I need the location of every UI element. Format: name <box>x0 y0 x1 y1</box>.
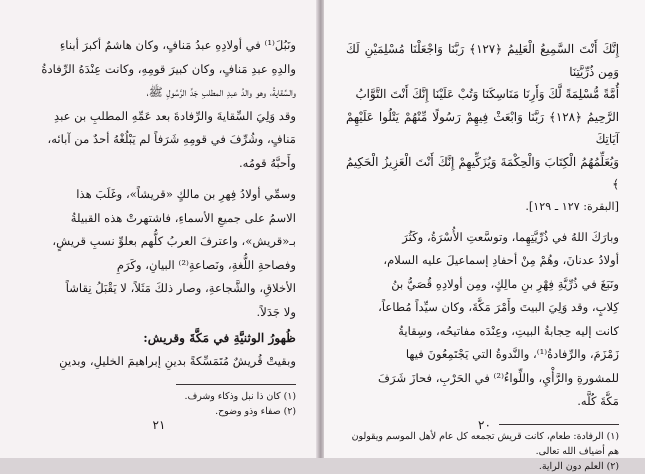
footnote: هم أضياف الله تعالى. <box>535 445 619 457</box>
page-number: ٢٠ <box>478 418 491 432</box>
text-line: الاسمُ على جميعِ الأسماءِ، فاشتهرتْ هذه القبيلةُ <box>70 210 296 225</box>
verse-line: إِنَّكَ أَنْتَ السَّمِيعُ الْعَلِيمُ ﴿١٢٧﴾ رَبَّنَا وَاجْعَلْنَا مُسْلِمَيْنِ لَكَ وَمِن ذُرِّيَّتِنَا <box>346 42 619 79</box>
text-line: بـ«قريش»، واعترفَ العربُ كلُّهم بعلوِّ نسبِ قريشٍ، <box>52 234 296 248</box>
quran-verse <box>346 38 619 218</box>
left-footnotes <box>26 389 296 419</box>
left-body <box>26 34 296 374</box>
paragraph-gap <box>26 175 296 183</box>
footnote: (٢) صفاء وذو وضوح. <box>215 405 296 417</box>
text-line: مَنافٍ، وشُرِّفَ في قومِهِ شَرَفاً لم يَبْلُغْهُ أحدٌ من آبائه، <box>47 132 296 146</box>
right-footnotes <box>346 429 619 474</box>
right-body <box>346 226 619 414</box>
text-line: والسِّقايةُ، وهو والدُ عبدِ المطلبِ جَدِّ الرَّسُولِ ﷺ، <box>146 85 296 99</box>
text-line: ونَبُلَ⁽¹⁾ في أولادِهِ عبدُ مَنافٍ، وكان هاشمٌ أكبرَ أبناءِ <box>59 38 296 52</box>
footnote: (١) الرفادة: طعام، كانت قريش تجمعه كل عام لأهل الموسم ويقولون <box>351 430 619 442</box>
text-line: وسمِّي أولادُ فِهرِ بن مالكٍ «قريشاً»، وغَلَبَ هذا <box>76 187 296 201</box>
text-line: وقد وَلِيَ السِّقايةَ والرِّفادةَ بعد عَمِّهِ المطلبِ بن عبدِ <box>54 108 296 123</box>
verse-line: وَيُعَلِّمُهُمُ الْكِتَابَ وَالْحِكْمَةَ وَيُزَكِّيهِمْ إِنَّكَ أَنْتَ الْعَزِيزُ الْحَكِيمُ ﴾ <box>346 154 619 191</box>
left-page <box>0 0 318 458</box>
text-line: والدِهِ عبدِ مَنافٍ، وكان كبيرَ قومِهِ، وكانت عِنْدَهُ الرِّفادةُ <box>41 61 296 76</box>
text-line: مَكَّةَ كُلَّه. <box>577 394 619 408</box>
page-number: ٢١ <box>152 418 166 432</box>
right-page <box>324 0 645 472</box>
verse-line: الرَّحِيمُ ﴿١٢٨﴾ رَبَّنَا وَابْعَثْ فِيهِمْ رَسُولًا مِّنْهُمْ يَتْلُوا عَلَيْهِمْ آيَاتِكَ <box>346 109 619 146</box>
paragraph-gap <box>346 218 619 226</box>
verse-reference: [البقرة: ١٢٧ ـ ١٢٩]. <box>525 199 619 213</box>
text-line: الأخلاقِ، والشَّجاعةِ، وصار ذلكَ مَثَلاً، لا يَقْبَلُ نِقاشاً <box>65 281 296 295</box>
footnote-divider <box>176 384 296 385</box>
text-line: ولا جَدَلاً. <box>256 304 296 319</box>
text-line: كانت إليه حِجابةُ البيتِ، وعِنْدَه مفاتيحُه، وسِقايةُ <box>398 323 619 338</box>
text-line: وأَحبَّهُ قومُه. <box>238 155 296 170</box>
text-line: وبقيتْ قُريشٌ مُتَمَسِّكةً بدينِ إبراهيمَ الخليلِ، وبدينِ <box>59 354 296 368</box>
footnote: (١) كان ذا نبل وذكاء وشرف. <box>184 390 296 402</box>
text-line: للمشورةِ والرَّأْيِ، واللِّواءُ⁽²⁾ في الحَرْبِ، فحازَ شَرَفَ <box>378 370 619 385</box>
text-line: وبارَكَ اللهُ في ذُرِّيَّتِهِما، وتوسَّعتِ الأُسْرَةُ، وكَثُرَ <box>402 229 619 244</box>
text-line: وفصاحةِ اللُّغةِ، ونَصاعةِ⁽²⁾ البيانِ، وكَرَمِ <box>116 257 296 272</box>
footnote: (٢) العلم دون الراية. <box>538 460 619 472</box>
section-heading: ظُهورُ الوثنيَّةِ في مَكَّةَ وقريش: <box>143 331 296 345</box>
text-line: زَمْزَمَ، والرِّفادةُ⁽¹⁾، والنَّدوةُ التي يَجْتَمِعُونَ فيها <box>405 347 619 361</box>
verse-line: أُمَّةً مُّسْلِمَةً لَّكَ وَأَرِنَا مَنَاسِكَنَا وَتُبْ عَلَيْنَا إِنَّكَ أَنْتَ التَّوَّابُ <box>355 87 619 101</box>
text-line: كِلابٍ، وقد وَلِيَ البيتَ وأَمْرَ مَكَّةَ، وكان سيِّداً مُطاعاً، <box>378 300 619 314</box>
text-line: أولادُ عدنانَ، وهُمْ مِنْ أحفادِ إسماعيلَ عليه السلام، <box>383 253 619 267</box>
text-line: ونَبَغَ في ذُرِّيَّةِ فِهْرِ بنِ مالِكٍ، ومِن أولادِهِ قُصَيُّ بنُ <box>391 276 619 291</box>
